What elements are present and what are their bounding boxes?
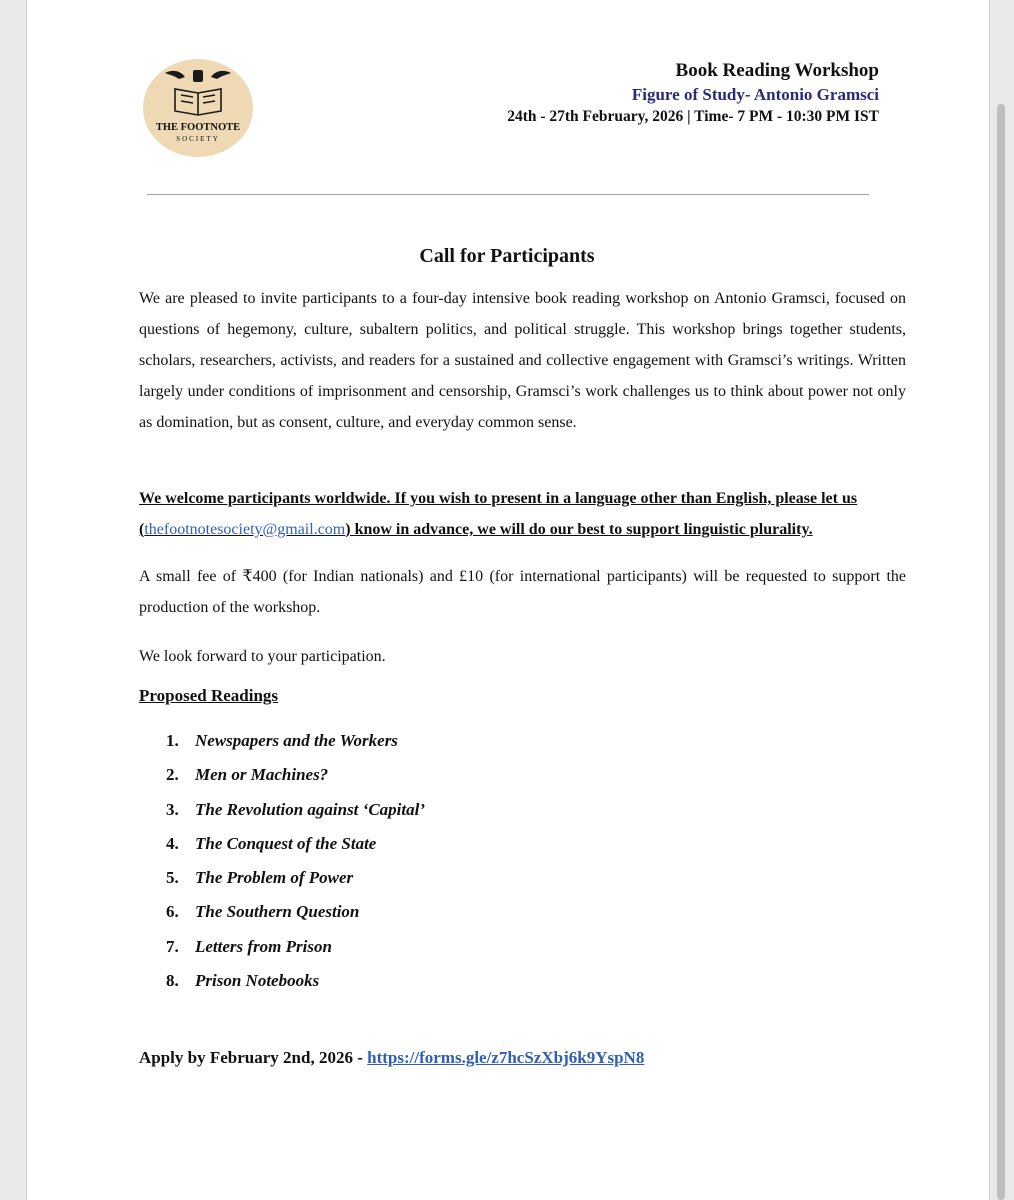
apply-deadline: Apply by February 2nd, 2026 -	[139, 1048, 368, 1067]
welcome-text-after: ) know in advance, we will do our best to support linguistic plurality.	[345, 521, 813, 538]
footnote-society-logo	[143, 59, 253, 157]
fee-text: A small fee of ₹400 (for Indian nationals) and £10 (for international participants) will be requested to support the production of the workshop.	[139, 568, 906, 616]
document-header	[507, 58, 879, 128]
reading-title: Newspapers and the Workers	[195, 731, 398, 750]
reading-title: The Southern Question	[195, 902, 360, 922]
welcome-text-before: We welcome participants worldwide. If you wish to present in a language other than English, please let us (	[139, 490, 858, 538]
reading-number: 2.	[166, 765, 179, 785]
reading-title: The Problem of Power	[195, 868, 354, 888]
list-item	[166, 895, 425, 929]
call-for-participants-heading: Call for Participants	[419, 245, 595, 267]
logo-name-line1: THE FOOTNOTE	[155, 122, 241, 133]
scrollbar[interactable]	[997, 104, 1005, 1200]
list-item	[166, 930, 425, 964]
apply-line	[139, 1048, 644, 1068]
reading-number: 4.	[166, 833, 179, 853]
workshop-title: Book Reading Workshop	[675, 60, 879, 81]
closing-text: We look forward to your participation.	[139, 648, 386, 665]
reading-number: 8.	[166, 971, 179, 991]
list-item	[166, 758, 425, 792]
closing-paragraph	[139, 641, 906, 672]
reading-title: Men or Machines?	[195, 765, 329, 785]
list-item	[166, 724, 425, 758]
reading-title: Prison Notebooks	[195, 971, 320, 991]
header-divider	[147, 194, 869, 195]
application-form-link[interactable]: https://forms.gle/z7hcSzXbj6k9YspN8	[367, 1048, 645, 1067]
list-item	[166, 827, 425, 861]
list-item	[166, 964, 425, 998]
intro-text: We are pleased to invite participants to a four-day intensive book reading workshop on Antonio Gramsci, focused on questions of hegemony, culture, subaltern politics, and political struggle. This workshop brings together students, scholars, researchers, activists, and readers for a sustained and collective engagement with Gramsci’s writings. Written largely under conditions of imprisonment and censorship, Gramsci’s work challenges us to think about power not only as domination, but as consent, culture, and everyday common sense.	[139, 290, 906, 431]
reading-number: 6.	[166, 902, 179, 922]
fee-paragraph	[139, 561, 906, 623]
contact-email-link[interactable]: thefootnotesociety@gmail.com	[144, 521, 346, 538]
reading-number: 7.	[166, 936, 179, 956]
reading-title: The Revolution against ‘Capital’	[195, 799, 425, 819]
figure-of-study: Figure of Study- Antonio Gramsci	[631, 85, 879, 104]
reading-number: 3.	[166, 799, 179, 819]
list-item	[166, 861, 425, 895]
reading-number: 5.	[166, 868, 179, 888]
list-item	[166, 793, 425, 827]
workshop-dates: 24th - 27th February, 2026 | Time- 7 PM - 10:30 PM IST	[507, 108, 879, 125]
welcome-paragraph	[139, 483, 906, 545]
readings-list	[166, 724, 425, 998]
reading-number: 1.	[166, 731, 179, 750]
reading-title: Letters from Prison	[195, 936, 332, 956]
intro-paragraph	[139, 283, 906, 438]
reading-title: The Conquest of the State	[195, 833, 377, 853]
logo-name-line2: SOCIETY	[176, 135, 220, 143]
proposed-readings-heading: Proposed Readings	[139, 686, 279, 705]
